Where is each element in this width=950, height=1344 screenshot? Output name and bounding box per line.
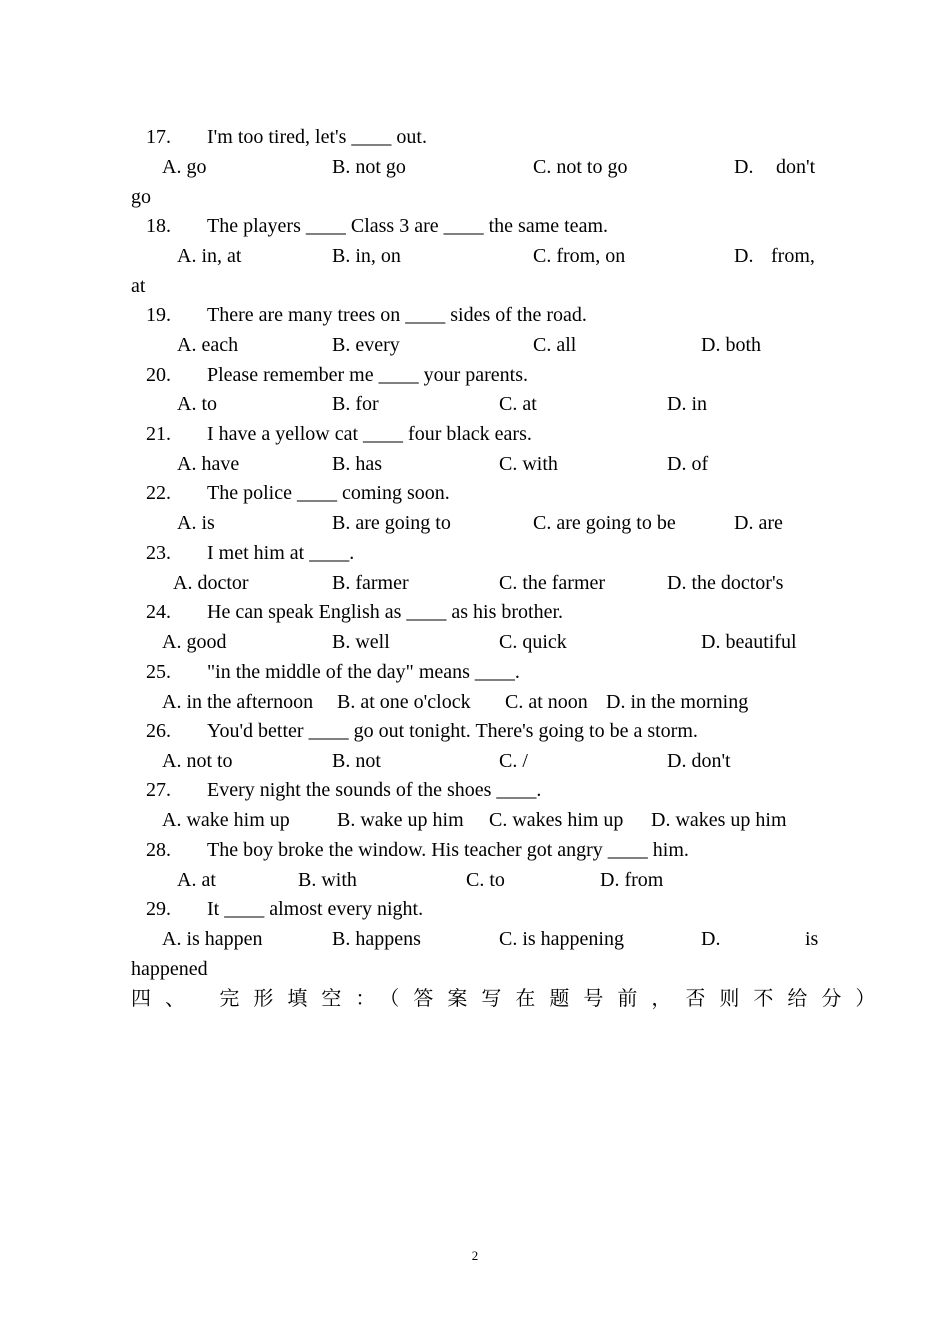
question-stem: I met him at ____. [207,542,355,564]
option-a: A. to [177,393,217,415]
option-d: D. from [600,869,664,891]
option-c: C. all [533,334,577,356]
question-number: 18. [146,215,171,237]
question-stem: Please remember me ____ your parents. [207,364,529,386]
option-b: B. farmer [332,572,409,594]
question-stem: The players ____ Class 3 are ____ the same team. [207,215,608,237]
option-d-text: don't [776,156,816,178]
question-number: 19. [146,304,171,326]
option-a: A. doctor [173,572,249,594]
option-b: B. not go [332,156,406,178]
option-a: A. have [177,453,240,475]
option-c: C. with [499,453,558,475]
option-b: B. has [332,453,382,475]
question-number: 20. [146,364,171,386]
question-number: 28. [146,839,171,861]
question-stem: You'd better ____ go out tonight. There's going to be a storm. [207,720,698,742]
question-stem: I'm too tired, let's ____ out. [207,126,427,148]
question-number: 25. [146,661,171,683]
option-c: C. the farmer [499,572,606,594]
option-b: B. are going to [332,512,451,534]
option-d: D. beautiful [701,631,797,653]
option-b: B. every [332,334,400,356]
option-b: B. in, on [332,245,401,267]
option-a: A. go [162,156,207,178]
question-stem: The boy broke the window. His teacher got angry ____ him. [207,839,689,861]
question-stem: "in the middle of the day" means ____. [207,661,520,683]
option-d-text: is [805,928,819,950]
option-d-wrap: go [131,186,151,208]
option-d: D. don't [667,750,731,772]
question-number: 17. [146,126,171,148]
option-a: A. good [162,631,227,653]
option-a: A. at [177,869,216,891]
option-d: D. [734,156,754,178]
option-a: A. is happen [162,928,263,950]
option-d: D. are [734,512,783,534]
option-d: D. in the morning [606,691,749,713]
option-c: C. at [499,393,537,415]
option-b: B. happens [332,928,421,950]
question-stem: Every night the sounds of the shoes ____. [207,779,542,801]
section-heading: 四、 完形填空：（答案写在题号前，否则不给分） [131,986,890,1010]
option-c: C. from, on [533,245,626,267]
question-stem: I have a yellow cat ____ four black ears. [207,423,532,445]
page-number: 2 [471,1248,479,1263]
option-d: D. both [701,334,761,356]
option-a: A. in the afternoon [162,691,314,713]
option-a: A. in, at [177,245,242,267]
option-c: C. wakes him up [489,809,624,831]
question-number: 23. [146,542,171,564]
option-b: B. wake up him [337,809,464,831]
question-number: 29. [146,898,171,920]
question-number: 22. [146,482,171,504]
option-c: C. quick [499,631,567,653]
option-d: D. [701,928,721,950]
question-number: 26. [146,720,171,742]
option-c: C. are going to be [533,512,676,534]
question-number: 21. [146,423,171,445]
option-c: C. at noon [505,691,588,713]
option-a: A. not to [162,750,233,772]
option-a: A. is [177,512,215,534]
option-c: C. is happening [499,928,624,950]
option-b: B. for [332,393,379,415]
question-stem: He can speak English as ____ as his brother. [207,601,564,623]
option-b: B. with [298,869,357,891]
option-c: C. / [499,750,528,772]
option-c: C. to [466,869,505,891]
option-c: C. not to go [533,156,628,178]
question-number: 24. [146,601,171,623]
option-b: B. at one o'clock [337,691,471,713]
question-stem: There are many trees on ____ sides of the road. [207,304,587,326]
question-stem: It ____ almost every night. [207,898,424,920]
option-d: D. of [667,453,709,475]
option-d-text: from, [771,245,815,267]
option-d: D. in [667,393,707,415]
option-b: B. well [332,631,390,653]
option-a: A. wake him up [162,809,290,831]
question-number: 27. [146,779,171,801]
option-d-wrap: happened [131,958,208,980]
question-stem: The police ____ coming soon. [207,482,450,504]
option-d: D. wakes up him [651,809,787,831]
option-d: D. the doctor's [667,572,784,594]
option-d-wrap: at [131,275,146,297]
option-d: D. [734,245,754,267]
option-b: B. not [332,750,381,772]
option-a: A. each [177,334,239,356]
